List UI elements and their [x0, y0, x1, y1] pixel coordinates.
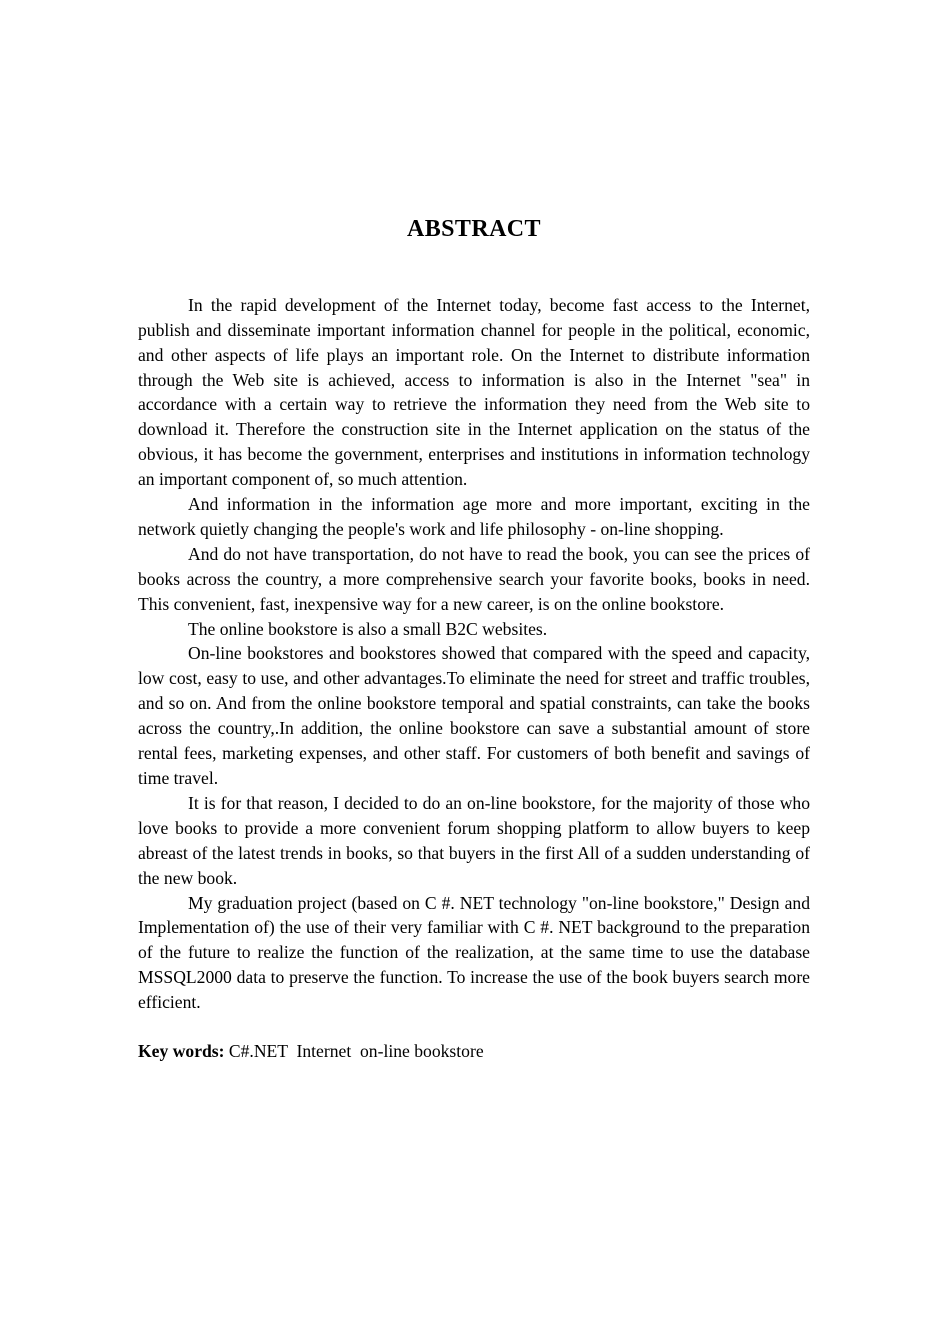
paragraph: In the rapid development of the Internet today, become fast access to the Internet, publish and disseminate important information channel for people in the political, economic, and other aspects of life plays an important role. On the Internet to distribute information through the Web site is achieved, access to information is also in the Internet "sea" in accordance with a certain way to retrieve the information they need from the Web site to download it. Therefore the construction site in the Internet application on the status of the obvious, it has become the government, enterprises and institutions in information technology an important component of, so much attention.: [138, 294, 810, 490]
paragraph: It is for that reason, I decided to do an on-line bookstore, for the majority of those who love books to provide a more convenient forum shopping platform to allow buyers to keep abreast of the latest trends in books, so that buyers in the first All of a sudden understanding of the new book.: [138, 792, 810, 888]
keywords-line: [138, 1015, 810, 1064]
keywords-label: Key words:: [138, 1041, 225, 1062]
paragraph: The online bookstore is also a small B2C websites.: [188, 618, 548, 639]
paragraph: On-line bookstores and bookstores showed that compared with the speed and capacity, low cost, easy to use, and other advantages.To eliminate the need for street and traffic troubles, and so on. And from the online bookstore temporal and spatial constraints, can take the books across the country,.In addition, the online bookstore can save a substantial amount of store rental fees, marketing expenses, and other staff. For customers of both benefit and savings of time travel.: [138, 643, 810, 789]
paragraph: My graduation project (based on C #. NET technology "on-line bookstore," Design and Implementation of) the use of their very familiar with C #. NET background to the preparation of the future to realize the function of the realization, at the same time to use the database MSSQL2000 data to preserve the function. To increase the use of the book buyers search more efficient.: [138, 892, 810, 1013]
page-title: ABSTRACT: [407, 216, 541, 242]
page-content: [138, 0, 810, 1064]
paragraph: And do not have transportation, do not have to read the book, you can see the prices of books across the country, a more comprehensive search your favorite books, books in need. This convenient, fast, inexpensive way for a new career, is on the online bookstore.: [138, 543, 810, 614]
keywords-value: C#.NET Internet on-line bookstore: [224, 1041, 484, 1062]
paragraph: And information in the information age more and more important, exciting in the network quietly changing the people's work and life philosophy - on-line shopping.: [138, 494, 810, 539]
abstract-body: [138, 293, 810, 1015]
